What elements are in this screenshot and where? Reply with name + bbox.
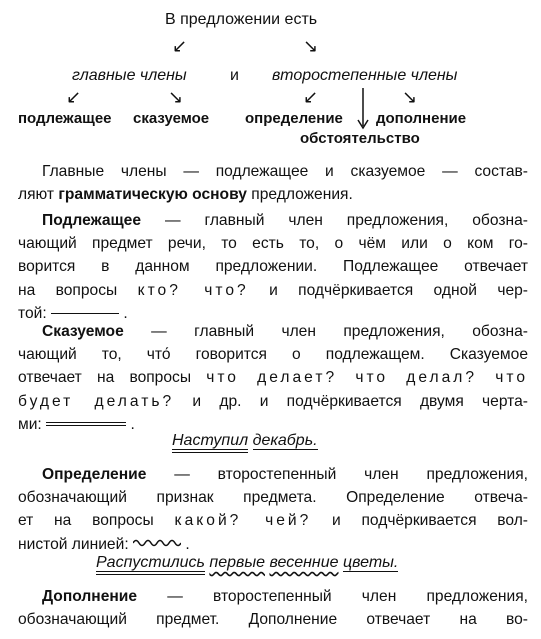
- example-predicate: Распустились: [96, 554, 205, 575]
- secondary-members-label: второстепенные члены: [272, 67, 458, 84]
- diagram-top: В предложении есть: [165, 11, 318, 28]
- predicate-label: сказуемое: [133, 110, 210, 127]
- adverbial-label: обстоятельство: [300, 130, 420, 147]
- example-attribute: весенние: [269, 554, 339, 571]
- predicate-questions: что делает? что делал? что: [206, 369, 528, 387]
- term-object: Дополнение: [42, 588, 138, 605]
- single-underline-sample: [51, 313, 119, 314]
- double-underline-sample: [46, 422, 126, 426]
- term-grammar-base: грамматическую основу: [58, 186, 247, 204]
- term-predicate: Сказуемое: [42, 323, 124, 340]
- example-subject: декабрь.: [252, 432, 318, 449]
- arrow-down-left-icon: ↙: [303, 87, 319, 107]
- term-subject: Подлежащее: [42, 212, 142, 229]
- paragraph-predicate: Сказуемое — главный член предложения, обозна- чающий то, что́ говорится о подлежащем. Сказуемое отвечает на вопросы что делает? что делал? что будет делать? и др. и подчёркивается двумя черта- ми: .: [18, 323, 528, 433]
- and-label: и: [230, 67, 239, 84]
- wavy-line-sample-icon: [133, 538, 181, 548]
- subject-questions: кто? что?: [137, 281, 249, 299]
- example-attribute: первые: [209, 554, 266, 571]
- example-sentence-2: [96, 554, 398, 572]
- main-members-label: главные члены: [72, 67, 187, 84]
- example-subject: цветы.: [342, 554, 399, 571]
- arrow-down-right-icon: ↘: [402, 87, 418, 107]
- attribute-questions: какой? чей?: [174, 512, 312, 530]
- arrow-down-right-icon: ↘: [168, 87, 184, 107]
- example-sentence-1: [172, 432, 318, 450]
- paragraph-subject: Подлежащее — главный член предложения, обозна- чающий предмет речи, то есть то, о чём или о ком го- ворится в данном предложении. Подлежащее отвечает на вопросы кто? что? и подчёркивается одной чер- той: .: [18, 212, 528, 322]
- arrow-down-left-icon: ↙: [172, 36, 188, 56]
- term-attribute: Определение: [42, 466, 147, 483]
- paragraph-object: Дополнение — второстепенный член предложения, обозначающий предмет. Дополнение отвечает на во-: [18, 588, 528, 629]
- attribute-label: определение: [245, 110, 343, 127]
- arrow-down-left-icon: ↙: [66, 87, 82, 107]
- subject-label: подлежащее: [18, 110, 112, 127]
- paragraph-grammar-base: Главные члены — подлежащее и сказуемое — состав- ляют грамматическую основу предложения.: [18, 163, 528, 204]
- example-predicate: Наступил: [172, 432, 248, 453]
- object-label: дополнение: [376, 110, 467, 127]
- paragraph-attribute: Определение — второстепенный член предложения, обозначающий признак предмета. Определение отвеча- ет на вопросы какой? чей? и подчёркивается вол- нистой линией: .: [18, 466, 528, 553]
- arrow-down-icon: [356, 88, 370, 132]
- arrow-down-right-icon: ↘: [303, 36, 319, 56]
